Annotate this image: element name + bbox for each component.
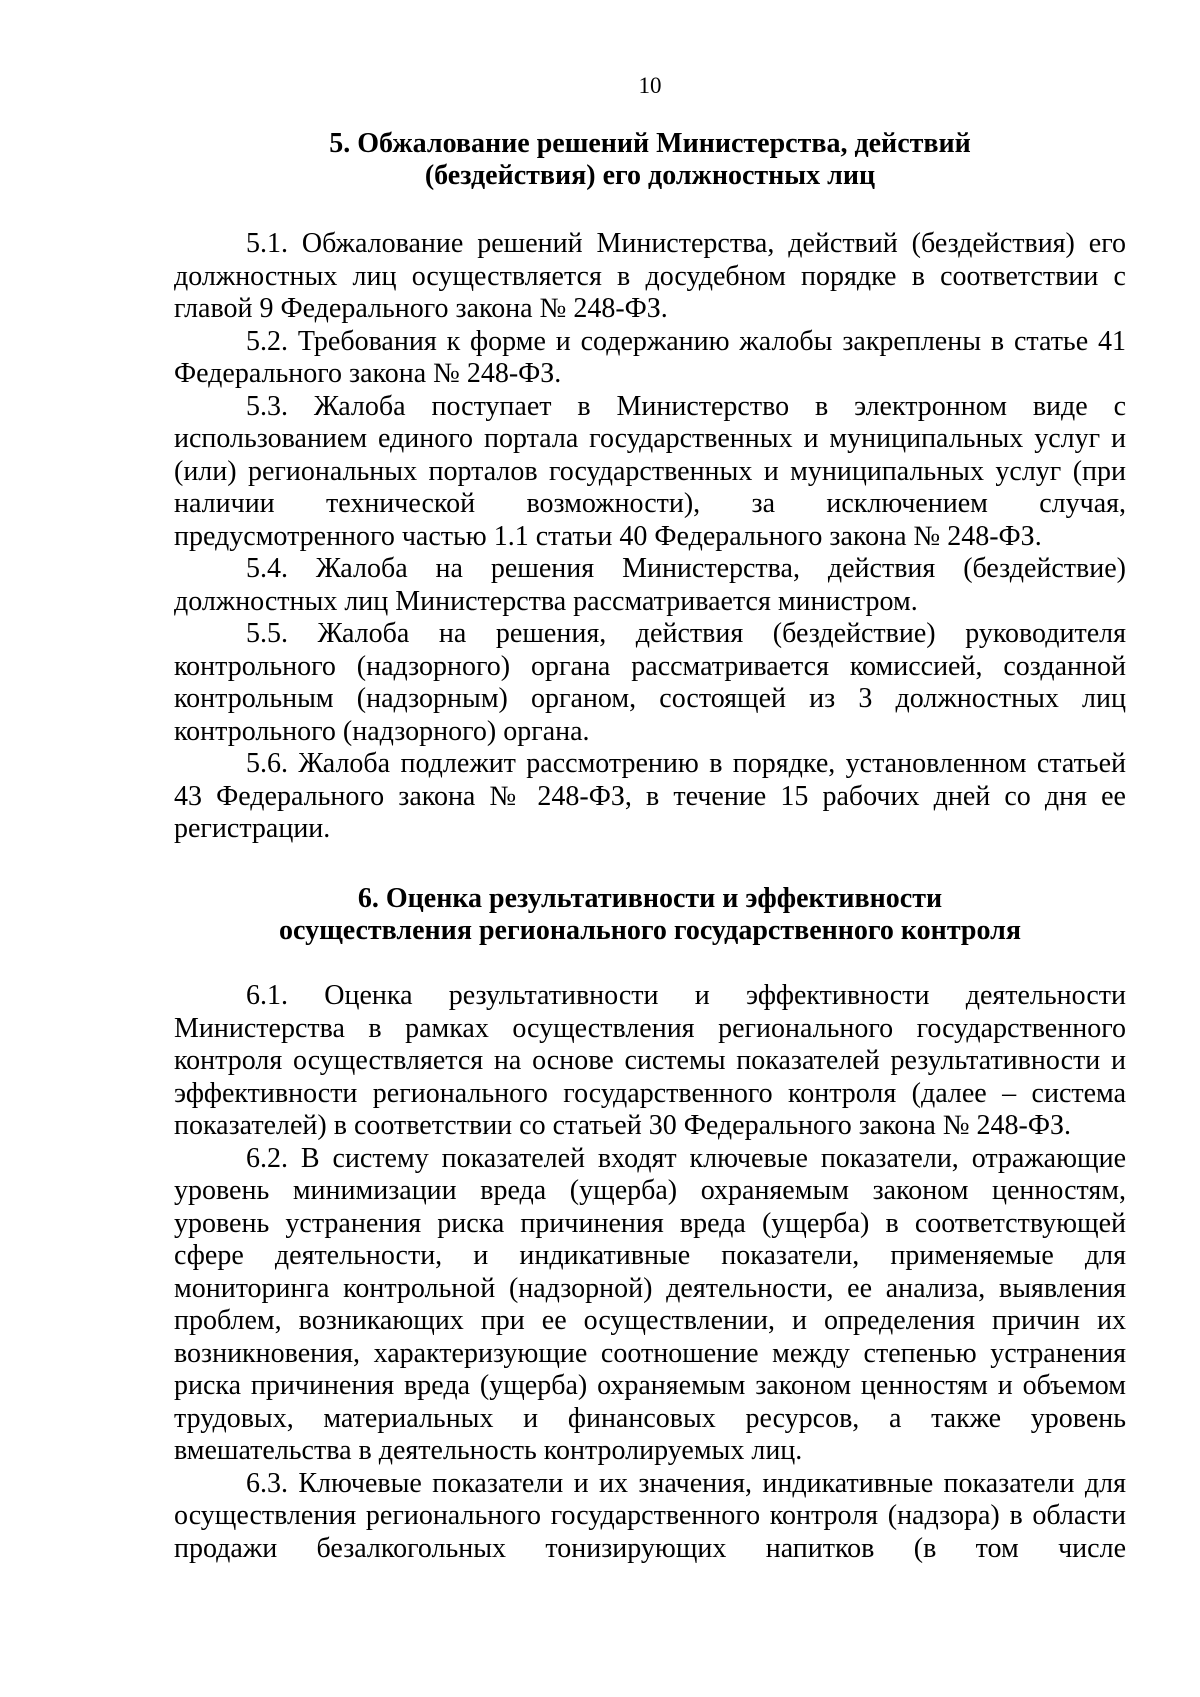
section-5-heading xyxy=(174,128,1126,192)
paragraph-6-1: 6.1. Оценка результативности и эффективности деятельности Министерства в рамках осуществления регионального государственного контроля осуществляется на основе системы показателей результативности и эффективности регионального государственного контроля (далее – система показателей) в соответствии со статьей 30 Федерального закона № 248-ФЗ. xyxy=(174,980,1126,1141)
section-5-body xyxy=(174,228,1126,846)
paragraph-5-1: 5.1. Обжалование решений Министерства, действий (бездействия) его должностных лиц осуществляется в досудебном порядке в соответствии с главой 9 Федерального закона № 248-ФЗ. xyxy=(174,228,1126,324)
page-number: 10 xyxy=(638,73,662,98)
paragraph-5-2: 5.2. Требования к форме и содержанию жалобы закреплены в статье 41 Федерального закона № 248-ФЗ. xyxy=(174,325,1126,389)
section-6-heading-line-2: осуществления регионального государственного контроля xyxy=(279,915,1021,946)
section-6-body xyxy=(174,980,1126,1565)
section-6-heading-line-1: 6. Оценка результативности и эффективности xyxy=(357,883,943,914)
paragraph-6-3: 6.3. Ключевые показатели и их значения, индикативные показатели для осуществления регионального государственного контроля (надзора) в области продажи безалкогольных тонизирующих напитков (в том числе xyxy=(174,1467,1126,1564)
paragraph-6-2: 6.2. В систему показателей входят ключевые показатели, отражающие уровень минимизации вреда (ущерба) охраняемым законом ценностям, уровень устранения риска причинения вреда (ущерба) в соответствующей сфере деятельности, и индикативные показатели, применяемые для мониторинга контрольной (надзорной) деятельности, ее анализа, выявления проблем, возникающих при ее осуществлении, и определения причин их возникновения, характеризующие соотношение между степенью устранения риска причинения вреда (ущерба) охраняемым законом ценностям и объемом трудовых, материальных и финансовых ресурсов, а также уровень вмешательства в деятельность контролируемых лиц. xyxy=(174,1142,1126,1466)
paragraph-5-5: 5.5. Жалоба на решения, действия (бездействие) руководителя контрольного (надзорного) органа рассматривается комиссией, созданной контрольным (надзорным) органом, состоящей из 3 должностных лиц контрольного (надзорного) органа. xyxy=(174,618,1126,747)
section-6-heading xyxy=(174,883,1126,947)
section-5-heading-line-2: (бездействия) его должностных лиц xyxy=(424,160,876,191)
section-5-heading-line-1: 5. Обжалование решений Министерства, действий xyxy=(329,128,971,159)
paragraph-5-4: 5.4. Жалоба на решения Министерства, действия (бездействие) должностных лиц Министерства рассматривается министром. xyxy=(174,553,1126,617)
paragraph-5-6: 5.6. Жалоба подлежит рассмотрению в порядке, установленном статьей 43 Федерального закона № 248-ФЗ, в течение 15 рабочих дней со дня ее регистрации. xyxy=(174,748,1126,844)
paragraph-5-3: 5.3. Жалоба поступает в Министерство в электронном виде с использованием единого портала государственных и муниципальных услуг и (или) региональных порталов государственных и муниципальных услуг (при наличии технической возможности), за исключением случая, предусмотренного частью 1.1 статьи 40 Федерального закона № 248-ФЗ. xyxy=(174,390,1126,552)
